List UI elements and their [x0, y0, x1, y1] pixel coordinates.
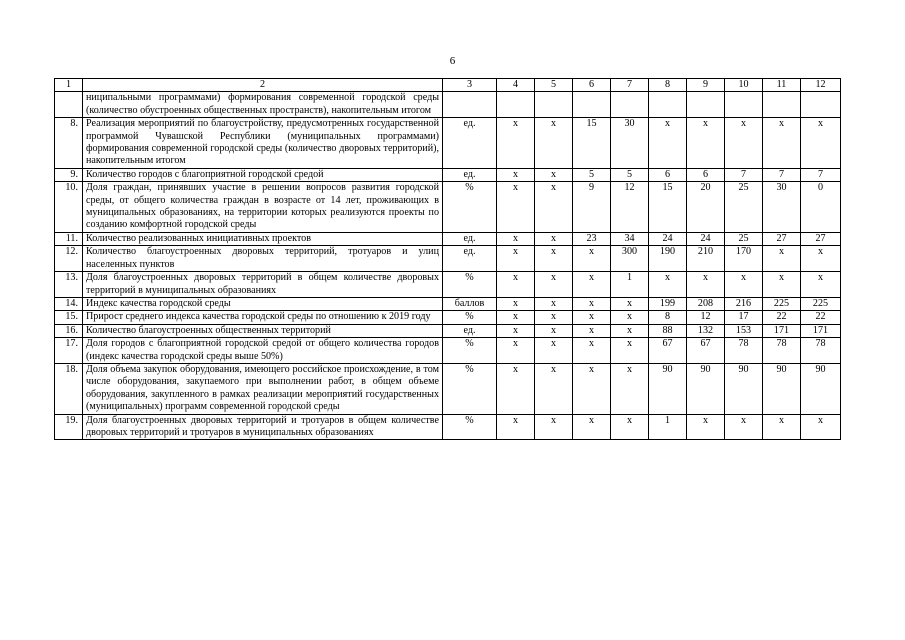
value-cell: x: [725, 118, 763, 169]
value-cell: x: [497, 272, 535, 298]
header-cell: 11: [763, 79, 801, 92]
value-cell: 34: [611, 232, 649, 245]
value-cell: 7: [763, 168, 801, 181]
value-cell: 210: [687, 246, 725, 272]
value-cell: 90: [687, 363, 725, 414]
value-cell: 199: [649, 297, 687, 310]
value-cell: x: [611, 414, 649, 440]
value-cell: x: [535, 168, 573, 181]
row-number-cell: 19.: [55, 414, 83, 440]
header-cell: 12: [801, 79, 841, 92]
row-number-cell: 11.: [55, 232, 83, 245]
value-cell: x: [687, 414, 725, 440]
value-cell: [573, 92, 611, 118]
value-cell: 300: [611, 246, 649, 272]
value-cell: 132: [687, 324, 725, 337]
unit-cell: ед.: [443, 118, 497, 169]
row-number-cell: 14.: [55, 297, 83, 310]
unit-cell: %: [443, 182, 497, 233]
value-cell: 171: [801, 324, 841, 337]
header-cell: 6: [573, 79, 611, 92]
value-cell: 20: [687, 182, 725, 233]
value-cell: 208: [687, 297, 725, 310]
value-cell: x: [573, 414, 611, 440]
value-cell: 22: [801, 311, 841, 324]
value-cell: x: [763, 246, 801, 272]
table-row: [55, 324, 841, 337]
indicator-name-cell: Количество благоустроенных общественных территорий: [83, 324, 443, 337]
value-cell: x: [497, 311, 535, 324]
indicators-table: [54, 78, 841, 440]
value-cell: 1: [649, 414, 687, 440]
indicator-name-cell: Прирост среднего индекса качества городской среды по отношению к 2019 году: [83, 311, 443, 324]
value-cell: 190: [649, 246, 687, 272]
value-cell: x: [573, 272, 611, 298]
row-number-cell: 17.: [55, 338, 83, 364]
header-cell: 9: [687, 79, 725, 92]
indicator-name-cell: Индекс качества городской среды: [83, 297, 443, 310]
header-cell: 8: [649, 79, 687, 92]
value-cell: x: [497, 118, 535, 169]
value-cell: 67: [649, 338, 687, 364]
value-cell: 8: [649, 311, 687, 324]
value-cell: x: [535, 363, 573, 414]
value-cell: x: [535, 297, 573, 310]
value-cell: [649, 92, 687, 118]
table-row: [55, 118, 841, 169]
row-number-cell: 15.: [55, 311, 83, 324]
header-cell: 1: [55, 79, 83, 92]
value-cell: 5: [573, 168, 611, 181]
value-cell: x: [535, 246, 573, 272]
unit-cell: %: [443, 311, 497, 324]
value-cell: 90: [725, 363, 763, 414]
table-row: [55, 92, 841, 118]
value-cell: 90: [801, 363, 841, 414]
table-row: [55, 414, 841, 440]
row-number-cell: 16.: [55, 324, 83, 337]
value-cell: 171: [763, 324, 801, 337]
value-cell: x: [535, 414, 573, 440]
value-cell: 78: [801, 338, 841, 364]
value-cell: x: [611, 311, 649, 324]
indicator-name-cell: ниципальными программами) формирования современной городской среды (количество обустроенных общественных пространств), накопительным итогом: [83, 92, 443, 118]
value-cell: x: [801, 118, 841, 169]
row-number-cell: 18.: [55, 363, 83, 414]
value-cell: 78: [725, 338, 763, 364]
value-cell: 25: [725, 182, 763, 233]
value-cell: 24: [649, 232, 687, 245]
table-row: [55, 246, 841, 272]
value-cell: 153: [725, 324, 763, 337]
table-row: [55, 272, 841, 298]
value-cell: 12: [687, 311, 725, 324]
value-cell: 15: [649, 182, 687, 233]
unit-cell: баллов: [443, 297, 497, 310]
value-cell: x: [611, 324, 649, 337]
table-row: [55, 363, 841, 414]
value-cell: x: [611, 297, 649, 310]
value-cell: [611, 92, 649, 118]
header-cell: 10: [725, 79, 763, 92]
row-number-cell: 12.: [55, 246, 83, 272]
value-cell: x: [573, 338, 611, 364]
value-cell: 6: [649, 168, 687, 181]
unit-cell: [443, 92, 497, 118]
value-cell: 9: [573, 182, 611, 233]
value-cell: 5: [611, 168, 649, 181]
value-cell: 7: [801, 168, 841, 181]
value-cell: x: [573, 311, 611, 324]
value-cell: x: [687, 118, 725, 169]
value-cell: x: [497, 232, 535, 245]
value-cell: x: [535, 324, 573, 337]
row-number-cell: 8.: [55, 118, 83, 169]
value-cell: x: [611, 363, 649, 414]
value-cell: 27: [763, 232, 801, 245]
header-cell: 7: [611, 79, 649, 92]
value-cell: 15: [573, 118, 611, 169]
value-cell: x: [535, 338, 573, 364]
value-cell: x: [801, 246, 841, 272]
table-row: [55, 297, 841, 310]
value-cell: x: [535, 118, 573, 169]
value-cell: x: [573, 363, 611, 414]
value-cell: x: [573, 324, 611, 337]
value-cell: 17: [725, 311, 763, 324]
value-cell: 90: [763, 363, 801, 414]
value-cell: 12: [611, 182, 649, 233]
table-body: [55, 79, 841, 440]
unit-cell: %: [443, 272, 497, 298]
indicator-name-cell: Реализация мероприятий по благоустройству, предусмотренных государственной программой Чувашской Республики (муниципальных программами) формирования современной городской среды (количество дворовых территорий), накопительным итогом: [83, 118, 443, 169]
row-number-cell: 13.: [55, 272, 83, 298]
value-cell: 88: [649, 324, 687, 337]
value-cell: 170: [725, 246, 763, 272]
value-cell: x: [687, 272, 725, 298]
indicator-name-cell: Количество городов с благоприятной городской средой: [83, 168, 443, 181]
header-cell: 4: [497, 79, 535, 92]
value-cell: x: [535, 311, 573, 324]
unit-cell: %: [443, 414, 497, 440]
value-cell: [725, 92, 763, 118]
value-cell: x: [497, 168, 535, 181]
value-cell: 0: [801, 182, 841, 233]
value-cell: 24: [687, 232, 725, 245]
unit-cell: ед.: [443, 324, 497, 337]
value-cell: [687, 92, 725, 118]
value-cell: 27: [801, 232, 841, 245]
value-cell: x: [535, 182, 573, 233]
table-row: [55, 311, 841, 324]
indicator-name-cell: Доля городов с благоприятной городской средой от общего количества городов (индекс качества городской среды выше 50%): [83, 338, 443, 364]
value-cell: x: [725, 414, 763, 440]
value-cell: [535, 92, 573, 118]
value-cell: 23: [573, 232, 611, 245]
unit-cell: ед.: [443, 168, 497, 181]
value-cell: x: [535, 232, 573, 245]
value-cell: x: [649, 118, 687, 169]
value-cell: x: [801, 272, 841, 298]
row-number-cell: 9.: [55, 168, 83, 181]
unit-cell: %: [443, 338, 497, 364]
value-cell: x: [611, 338, 649, 364]
value-cell: x: [497, 324, 535, 337]
indicator-name-cell: Количество реализованных инициативных проектов: [83, 232, 443, 245]
indicator-name-cell: Доля граждан, принявших участие в решении вопросов развития городской среды, от общего количества граждан в возрасте от 14 лет, проживающих в муниципальных образованиях, на территории которых реализуются проекты по созданию комфортной городской среды: [83, 182, 443, 233]
value-cell: x: [649, 272, 687, 298]
table-row: [55, 182, 841, 233]
value-cell: x: [763, 414, 801, 440]
value-cell: 90: [649, 363, 687, 414]
value-cell: 78: [763, 338, 801, 364]
row-number-cell: [55, 92, 83, 118]
value-cell: x: [763, 272, 801, 298]
value-cell: [497, 92, 535, 118]
value-cell: 1: [611, 272, 649, 298]
header-cell: 3: [443, 79, 497, 92]
unit-cell: ед.: [443, 232, 497, 245]
value-cell: 6: [687, 168, 725, 181]
value-cell: x: [497, 338, 535, 364]
value-cell: 25: [725, 232, 763, 245]
indicator-name-cell: Количество благоустроенных дворовых территорий, тротуаров и улиц населенных пунктов: [83, 246, 443, 272]
value-cell: x: [725, 272, 763, 298]
value-cell: [801, 92, 841, 118]
value-cell: 7: [725, 168, 763, 181]
indicator-name-cell: Доля благоустроенных дворовых территорий и тротуаров в общем количестве дворовых территорий и тротуаров в муниципальных образованиях: [83, 414, 443, 440]
value-cell: 30: [611, 118, 649, 169]
page-number: 6: [449, 55, 456, 67]
value-cell: x: [497, 182, 535, 233]
table-row: [55, 232, 841, 245]
value-cell: 225: [763, 297, 801, 310]
value-cell: x: [763, 118, 801, 169]
row-number-cell: 10.: [55, 182, 83, 233]
table-row: [55, 338, 841, 364]
header-cell: 5: [535, 79, 573, 92]
table-row: [55, 168, 841, 181]
value-cell: 67: [687, 338, 725, 364]
table-header-row: [55, 79, 841, 92]
value-cell: x: [497, 363, 535, 414]
value-cell: x: [497, 297, 535, 310]
value-cell: x: [497, 246, 535, 272]
value-cell: 225: [801, 297, 841, 310]
indicator-name-cell: Доля объема закупок оборудования, имеющего российское происхождение, в том числе оборудования, закупаемого при выполнении работ, в общем объеме оборудования, закупленного в рамках реализации мероприятий государственных (муниципальных) программ современной городской среды: [83, 363, 443, 414]
value-cell: [763, 92, 801, 118]
value-cell: x: [497, 414, 535, 440]
header-cell: 2: [83, 79, 443, 92]
unit-cell: %: [443, 363, 497, 414]
value-cell: x: [573, 246, 611, 272]
value-cell: x: [573, 297, 611, 310]
value-cell: 216: [725, 297, 763, 310]
indicator-name-cell: Доля благоустроенных дворовых территорий в общем количестве дворовых территорий в муниципальных образованиях: [83, 272, 443, 298]
value-cell: x: [535, 272, 573, 298]
value-cell: x: [801, 414, 841, 440]
unit-cell: ед.: [443, 246, 497, 272]
value-cell: 22: [763, 311, 801, 324]
value-cell: 30: [763, 182, 801, 233]
